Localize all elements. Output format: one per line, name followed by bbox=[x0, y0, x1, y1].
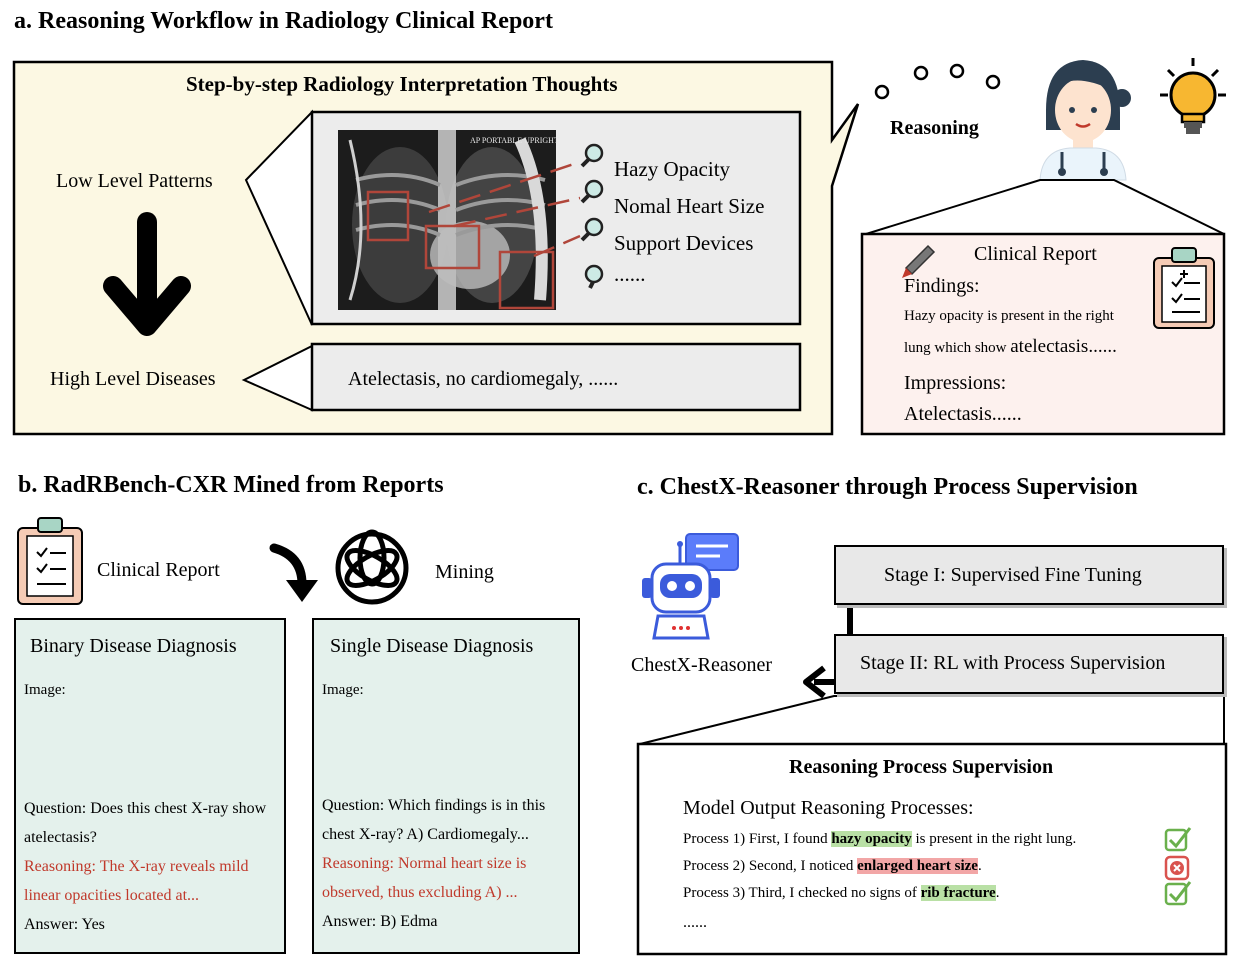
panel-c-title: c. ChestX-Reasoner through Process Supervision bbox=[637, 474, 1138, 500]
robot-icon bbox=[642, 534, 738, 638]
single-question: Question: Which findings is in this chest X-ray? A) Cardiomegaly... bbox=[322, 797, 546, 843]
report-findings-line2-a: lung which show bbox=[904, 340, 1011, 356]
bubble-title: Step-by-step Radiology Interpretation Thoughts bbox=[186, 72, 618, 96]
mining-label: Mining bbox=[435, 561, 494, 583]
process-3 bbox=[683, 885, 999, 902]
supervision-callout bbox=[640, 696, 1224, 744]
stage-1-label: Stage I: Supervised Fine Tuning bbox=[884, 564, 1142, 586]
single-card-title: Single Disease Diagnosis bbox=[330, 635, 534, 657]
finding-heart-size: Nomal Heart Size bbox=[614, 194, 765, 218]
report-impressions-text: Atelectasis...... bbox=[904, 403, 1022, 425]
diseases-text: Atelectasis, no cardiomegaly, ...... bbox=[348, 368, 619, 390]
process-1-pre: Process 1) First, I found bbox=[683, 831, 832, 847]
process-ellipsis: ...... bbox=[683, 914, 707, 931]
report-title: Clinical Report bbox=[974, 243, 1097, 265]
binary-question: Question: Does this chest X-ray show atelectasis? bbox=[24, 800, 267, 846]
binary-answer: Answer: Yes bbox=[24, 916, 105, 933]
supervision-title: Reasoning Process Supervision bbox=[789, 756, 1054, 778]
binary-image-label: Image: bbox=[24, 682, 66, 698]
outputs-label: Model Output Reasoning Processes: bbox=[683, 797, 974, 819]
panel-a-title: a. Reasoning Workflow in Radiology Clinical Report bbox=[14, 8, 553, 34]
process-3-highlight: rib fracture bbox=[920, 885, 996, 901]
process-3-pre: Process 3) Third, I checked no signs of bbox=[683, 885, 921, 901]
single-reasoning: Reasoning: Normal heart size is observed, thus excluding A) ... bbox=[322, 855, 527, 901]
single-image-label: Image: bbox=[322, 682, 364, 698]
process-2-pre: Process 2) Second, I noticed bbox=[683, 858, 858, 874]
report-impressions-label: Impressions: bbox=[904, 372, 1007, 394]
process-1 bbox=[683, 831, 1076, 848]
process-2-post: . bbox=[977, 858, 982, 874]
model-name-label: ChestX-Reasoner bbox=[631, 654, 773, 676]
binary-card-title: Binary Disease Diagnosis bbox=[30, 635, 237, 657]
high-level-label: High Level Diseases bbox=[50, 368, 216, 390]
report-findings-line2-b: atelectasis...... bbox=[1010, 336, 1117, 357]
reasoning-label: Reasoning bbox=[890, 117, 979, 139]
low-level-label: Low Level Patterns bbox=[56, 170, 213, 192]
clinical-report-label: Clinical Report bbox=[97, 559, 220, 581]
process-2 bbox=[683, 858, 982, 875]
finding-more: ...... bbox=[614, 262, 646, 286]
xray-view-label: AP PORTABLE UPRIGHT bbox=[470, 136, 559, 145]
stage-2-label: Stage II: RL with Process Supervision bbox=[860, 652, 1166, 674]
single-answer: Answer: B) Edma bbox=[322, 913, 438, 930]
process-2-highlight: enlarged heart size bbox=[857, 858, 978, 874]
report-findings-line1: Hazy opacity is present in the right bbox=[904, 308, 1114, 324]
report-findings-label: Findings: bbox=[904, 275, 980, 297]
process-3-post: . bbox=[995, 885, 1000, 901]
process-1-highlight: hazy opacity bbox=[831, 831, 912, 847]
process-1-post: is present in the right lung. bbox=[911, 831, 1077, 847]
finding-hazy-opacity: Hazy Opacity bbox=[614, 157, 731, 181]
binary-reasoning: Reasoning: The X-ray reveals mild linear opacities located at... bbox=[24, 858, 249, 904]
finding-support-devices: Support Devices bbox=[614, 231, 754, 255]
panel-b-title: b. RadRBench-CXR Mined from Reports bbox=[18, 472, 444, 498]
